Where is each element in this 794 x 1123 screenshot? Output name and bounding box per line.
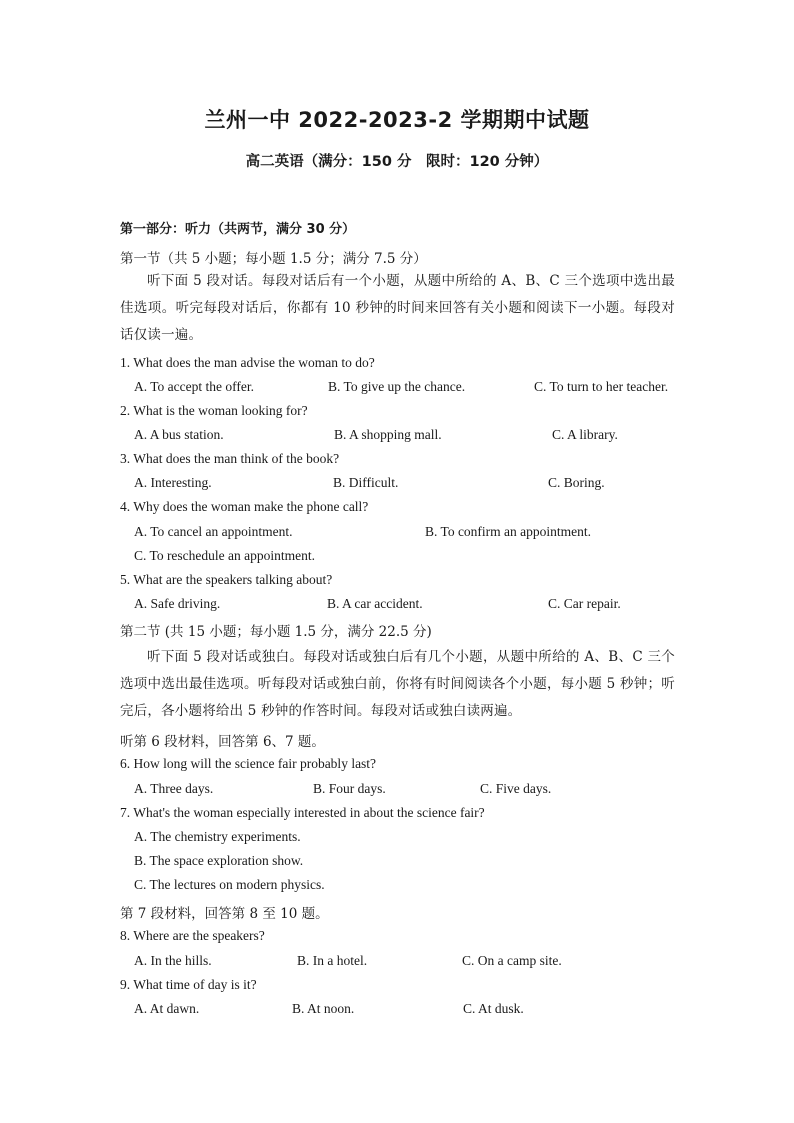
- q9-option-c: C. At dusk.: [463, 1001, 524, 1016]
- q6-option-a: A. Three days.: [134, 781, 214, 796]
- question-1: 1. What does the man advise the woman to do?: [120, 355, 375, 370]
- question-7: 7. What's the woman especially interested in about the science fair?: [120, 805, 485, 820]
- q5-option-b: B. A car accident.: [327, 596, 423, 611]
- question-4: 4. Why does the woman make the phone call?: [120, 499, 369, 514]
- question-6: 6. How long will the science fair probably last?: [120, 756, 377, 771]
- exam-title: 兰州一中 2022-2023-2 学期期中试题: [204, 108, 590, 132]
- section2-instructions: 听下面 5 段对话或独白。每段对话或独白后有几个小题，从题中所给的 A、B、C 三个选项中选出最佳选项。听每段对话或独白前，你将有时间阅读各个小题，每小题 5 秒钟；听完后，各小题将给出 5 秒钟的作答时间。每段对话或独白读两遍。: [120, 649, 675, 719]
- q6-option-b: B. Four days.: [313, 781, 386, 796]
- question-3: 3. What does the man think of the book?: [120, 451, 340, 466]
- q1-option-a: A. To accept the offer.: [134, 379, 255, 394]
- q6-option-c: C. Five days.: [480, 781, 552, 796]
- q3-option-c: C. Boring.: [548, 475, 605, 490]
- q8-option-c: C. On a camp site.: [462, 953, 562, 968]
- section2-heading: 第二节 (共 15 小题；每小题 1.5 分，满分 22.5 分): [120, 624, 432, 640]
- q7-option-b: B. The space exploration show.: [134, 853, 304, 868]
- q2-option-c: C. A library.: [552, 427, 618, 442]
- question-5: 5. What are the speakers talking about?: [120, 572, 333, 587]
- part1-heading: 第一部分：听力（共两节，满分 30 分）: [120, 222, 356, 237]
- question-2: 2. What is the woman looking for?: [120, 403, 308, 418]
- q4-option-a: A. To cancel an appointment.: [134, 524, 293, 539]
- section1-heading: 第一节（共 5 小题；每小题 1.5 分；满分 7.5 分）: [120, 251, 427, 267]
- q4-option-c: C. To reschedule an appointment.: [134, 548, 316, 563]
- q3-option-b: B. Difficult.: [333, 475, 399, 490]
- q8-option-b: B. In a hotel.: [297, 953, 368, 968]
- exam-subtitle: 高二英语（满分：150 分 限时：120 分钟）: [245, 154, 549, 170]
- q4-option-b: B. To confirm an appointment.: [425, 524, 592, 539]
- material-7-note: 第 7 段材料，回答第 8 至 10 题。: [120, 906, 329, 922]
- q2-option-a: A. A bus station.: [134, 427, 224, 442]
- q5-option-a: A. Safe driving.: [134, 596, 221, 611]
- question-9: 9. What time of day is it?: [120, 977, 257, 992]
- q9-option-a: A. At dawn.: [134, 1001, 200, 1016]
- material-6-note: 听第 6 段材料，回答第 6、7 题。: [120, 734, 325, 750]
- q5-option-c: C. Car repair.: [548, 596, 621, 611]
- q9-option-b: B. At noon.: [292, 1001, 355, 1016]
- section1-instructions: 听下面 5 段对话。每段对话后有一个小题，从题中所给的 A、B、C 三个选项中选出最佳选项。听完每段对话后，你都有 10 秒钟的时间来回答有关小题和阅读下一小题。每段对话仅读一遍。: [120, 273, 675, 343]
- q7-option-a: A. The chemistry experiments.: [134, 829, 301, 844]
- q8-option-a: A. In the hills.: [134, 953, 212, 968]
- q2-option-b: B. A shopping mall.: [334, 427, 442, 442]
- q1-option-b: B. To give up the chance.: [328, 379, 466, 394]
- q3-option-a: A. Interesting.: [134, 475, 212, 490]
- q1-option-c: C. To turn to her teacher.: [534, 379, 669, 394]
- q7-option-c: C. The lectures on modern physics.: [134, 877, 325, 892]
- question-8: 8. Where are the speakers?: [120, 928, 265, 943]
